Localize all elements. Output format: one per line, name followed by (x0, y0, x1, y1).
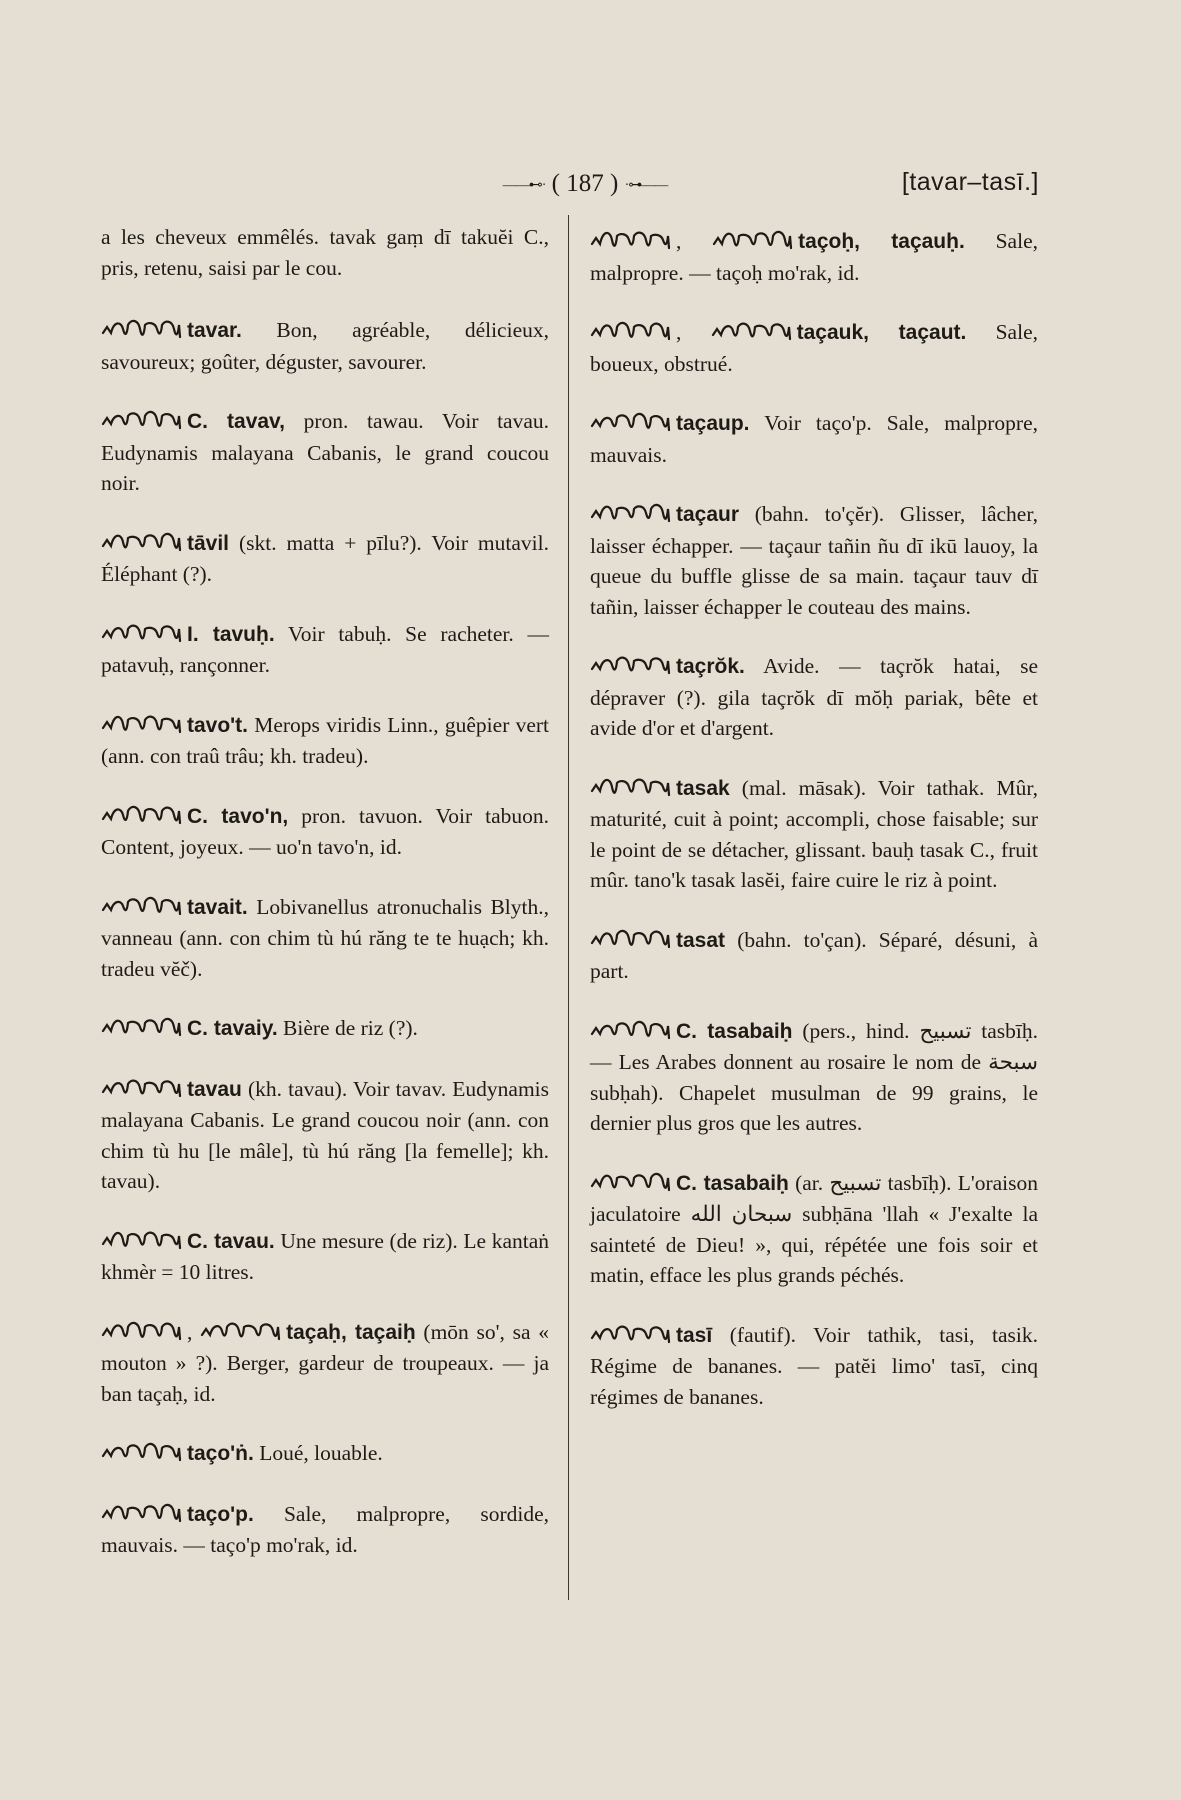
entry-definition: Avide. — taçrŏk hatai, se dépraver (?). gila taçrŏk dī mŏḥ pariak, bête et avide d'or et d'argent. (590, 654, 1038, 740)
dictionary-entry (101, 615, 549, 681)
dictionary-entry (101, 797, 549, 863)
cham-script-glyph (590, 222, 672, 252)
dictionary-entry (101, 1313, 549, 1410)
cham-script-glyph (590, 647, 672, 677)
cham-script-glyph (590, 1316, 672, 1346)
dictionary-entry (101, 1222, 549, 1288)
entry-headword: I. tavuḥ. (187, 622, 275, 646)
ornament-right: ·⊶—— (624, 177, 668, 193)
cham-script-glyph (590, 313, 672, 343)
cham-script-glyph (590, 404, 672, 434)
cham-script-glyph (101, 1313, 183, 1343)
dictionary-entry (101, 1009, 549, 1045)
dictionary-entry (590, 1012, 1038, 1139)
dictionary-entry (590, 647, 1038, 744)
entry-headword: C. tasabaiḥ (676, 1171, 789, 1195)
entry-definition: Bon, agréable, délicieux, savoureux; goûter, déguster, savourer. (101, 318, 549, 374)
entry-definition: (pers., hind. تسبيح tasbīḥ. — Les Arabes donnent au rosaire le nom de سبحة subḥah). Chapelet musulman de 99 grains, le dernier plus gros que les autres. (590, 1018, 1039, 1135)
entry-definition: Sale, boueux, obstrué. (590, 320, 1038, 376)
cham-script-glyph (590, 921, 672, 951)
cham-script-glyph (101, 1222, 183, 1252)
dictionary-entry (101, 706, 549, 772)
entry-headword: C. tavav, (187, 410, 286, 433)
entry-definition: Voir tabuḥ. Se racheter. — patavuḥ, rançonner. (101, 621, 549, 677)
entry-definition: (mōn so', sa « mouton » ?). Berger, gardeur de troupeaux. — ja ban taçaḥ, id. (101, 1319, 550, 1406)
cham-script-glyph (101, 311, 183, 341)
glyph-separator: , (676, 229, 713, 253)
entry-definition: Merops viridis Linn., guêpier vert (ann. con traû trâu; kh. tradeu). (101, 712, 549, 768)
cham-script-glyph (101, 1495, 183, 1525)
cham-script-glyph (712, 222, 794, 252)
entry-definition: (ar. تسبيح tasbīḥ). L'oraison jaculatoire سبحان الله subḥāna 'llah « J'exalte la sainteté de Dieu! », qui, répétée une fois soir et matin, efface les plus grands péchés. (590, 1170, 1038, 1287)
column-divider (568, 215, 569, 1600)
cham-script-glyph (590, 769, 672, 799)
entry-headword: tasī (676, 1323, 713, 1347)
dictionary-entry (590, 495, 1038, 622)
entry-headword: tasak (676, 776, 730, 800)
dictionary-entry (590, 1164, 1038, 1291)
cham-script-glyph (101, 1070, 183, 1100)
cham-script-glyph (590, 1012, 672, 1042)
entry-headword: tāvil (187, 531, 230, 555)
dictionary-entry (101, 888, 549, 985)
glyph-separator: , (676, 320, 711, 344)
running-head: [tavar–tasī.] (901, 168, 1039, 196)
entry-headword: taçauk, taçaut. (796, 321, 967, 344)
entry-headword: taçaḥ, taçaiḥ (286, 1320, 416, 1344)
cham-script-glyph (101, 402, 183, 432)
cham-script-glyph (590, 1164, 672, 1194)
entry-headword: tavo't. (187, 713, 249, 737)
entry-headword: tavar. (187, 319, 242, 342)
entry-headword: C. tavaiy. (187, 1017, 278, 1040)
entry-headword: taçrŏk. (676, 655, 745, 678)
dictionary-entry (101, 311, 549, 377)
cham-script-glyph (711, 313, 793, 343)
dictionary-entry (101, 1434, 549, 1470)
page-number-text: ( 187 ) (551, 170, 619, 197)
dictionary-entry (101, 524, 549, 590)
entry-headword: C. tavo'n, (187, 804, 289, 828)
entry-headword: taçaup. (676, 412, 750, 435)
cham-script-glyph (101, 524, 183, 554)
cham-script-glyph (101, 1009, 183, 1039)
cham-script-glyph (590, 495, 672, 525)
entry-definition: Loué, louable. (259, 1441, 383, 1465)
entry-definition: Voir taço'p. Sale, malpropre, mauvais. (590, 411, 1038, 467)
entry-definition: (kh. tavau). Voir tavav. Eudynamis malayana Cabanis. Le grand coucou noir (ann. con chim tù hu [le mâle], tù hú răng [la femelle]; kh. tavau). (101, 1076, 550, 1193)
dictionary-entry (101, 222, 549, 283)
dictionary-entry (101, 402, 549, 499)
entry-definition: Sale, malpropre, sordide, mauvais. — taço'p mo'rak, id. (101, 1501, 549, 1557)
cham-script-glyph (101, 888, 183, 918)
cham-script-glyph (200, 1313, 282, 1343)
entry-headword: C. tavau. (187, 1229, 275, 1253)
entry-headword: tasat (676, 928, 726, 952)
ornament-left: ——⊷· (502, 177, 546, 193)
dictionary-entry (590, 313, 1038, 379)
dictionary-entry (590, 404, 1038, 470)
page-number (480, 170, 690, 198)
entry-headword: taço'ṅ. (187, 1442, 254, 1465)
entry-headword: taço'p. (187, 1502, 254, 1526)
cham-script-glyph (101, 615, 183, 645)
entry-definition: Une mesure (de riz). Le kantaṅ khmèr = 10 litres. (101, 1228, 550, 1284)
entry-definition: pron. tawau. Voir tavau. Eudynamis malayana Cabanis, le grand coucou noir. (101, 409, 550, 495)
dictionary-entry (101, 1495, 549, 1561)
entry-headword: taçoḥ, taçauḥ. (798, 230, 965, 253)
entry-definition: (bahn. to'çĕr). Glisser, lâcher, laisser échapper. — taçaur tañin ñu dī ikū lauoy, la queue du buffle glisse de sa main. taçaur tauv dī tañin, laisser échapper le couteau des mains. (590, 502, 1038, 619)
cham-script-glyph (101, 1434, 183, 1464)
entry-headword: taçaur (676, 503, 740, 526)
page-header (0, 170, 1181, 210)
entry-definition: (skt. matta + pīlu?). Voir mutavil. Éléphant (?). (101, 530, 549, 586)
entry-definition: a les cheveux emmêlés. tavak gaṃ dī takuĕi C., pris, retenu, saisi par le cou. (101, 225, 549, 280)
dictionary-entry (590, 1316, 1038, 1413)
cham-script-glyph (101, 706, 183, 736)
entry-headword: C. tasabaiḥ (676, 1019, 793, 1043)
cham-script-glyph (101, 797, 183, 827)
entry-definition: (mal. māsak). Voir tathak. Mûr, maturité, cuit à point; accompli, chose faisable; sur le point de se détacher, glissant. bauḥ tasak C., fruit mûr. tano'k tasak lasĕi, faire cuire le riz à point. (590, 775, 1039, 892)
glyph-separator: , (187, 1319, 201, 1344)
dictionary-entry (590, 921, 1038, 987)
entry-definition: Bière de riz (?). (283, 1016, 418, 1040)
left-column (101, 222, 549, 1586)
entry-definition: Lobivanellus atronuchalis Blyth., vanneau (ann. con chim tù hú răng te te huạch; kh. tradeu vĕč). (101, 894, 550, 981)
entry-headword: tavait. (187, 895, 248, 919)
entry-definition: (fautif). Voir tathik, tasi, tasik. Régime de bananes. — patĕi limo' tasī, cinq régimes de bananes. (590, 1322, 1039, 1409)
right-column (590, 222, 1038, 1437)
entry-definition: Sale, malpropre. — taçoḥ mo'rak, id. (590, 229, 1038, 285)
dictionary-entry (590, 769, 1038, 896)
entry-definition: (bahn. to'çan). Séparé, désuni, à part. (590, 927, 1039, 983)
dictionary-entry (101, 1070, 549, 1197)
dictionary-entry (590, 222, 1038, 288)
entry-definition: pron. tavuon. Voir tabuon. Content, joyeux. — uo'n tavo'n, id. (101, 803, 550, 859)
entry-headword: tavau (187, 1077, 242, 1101)
